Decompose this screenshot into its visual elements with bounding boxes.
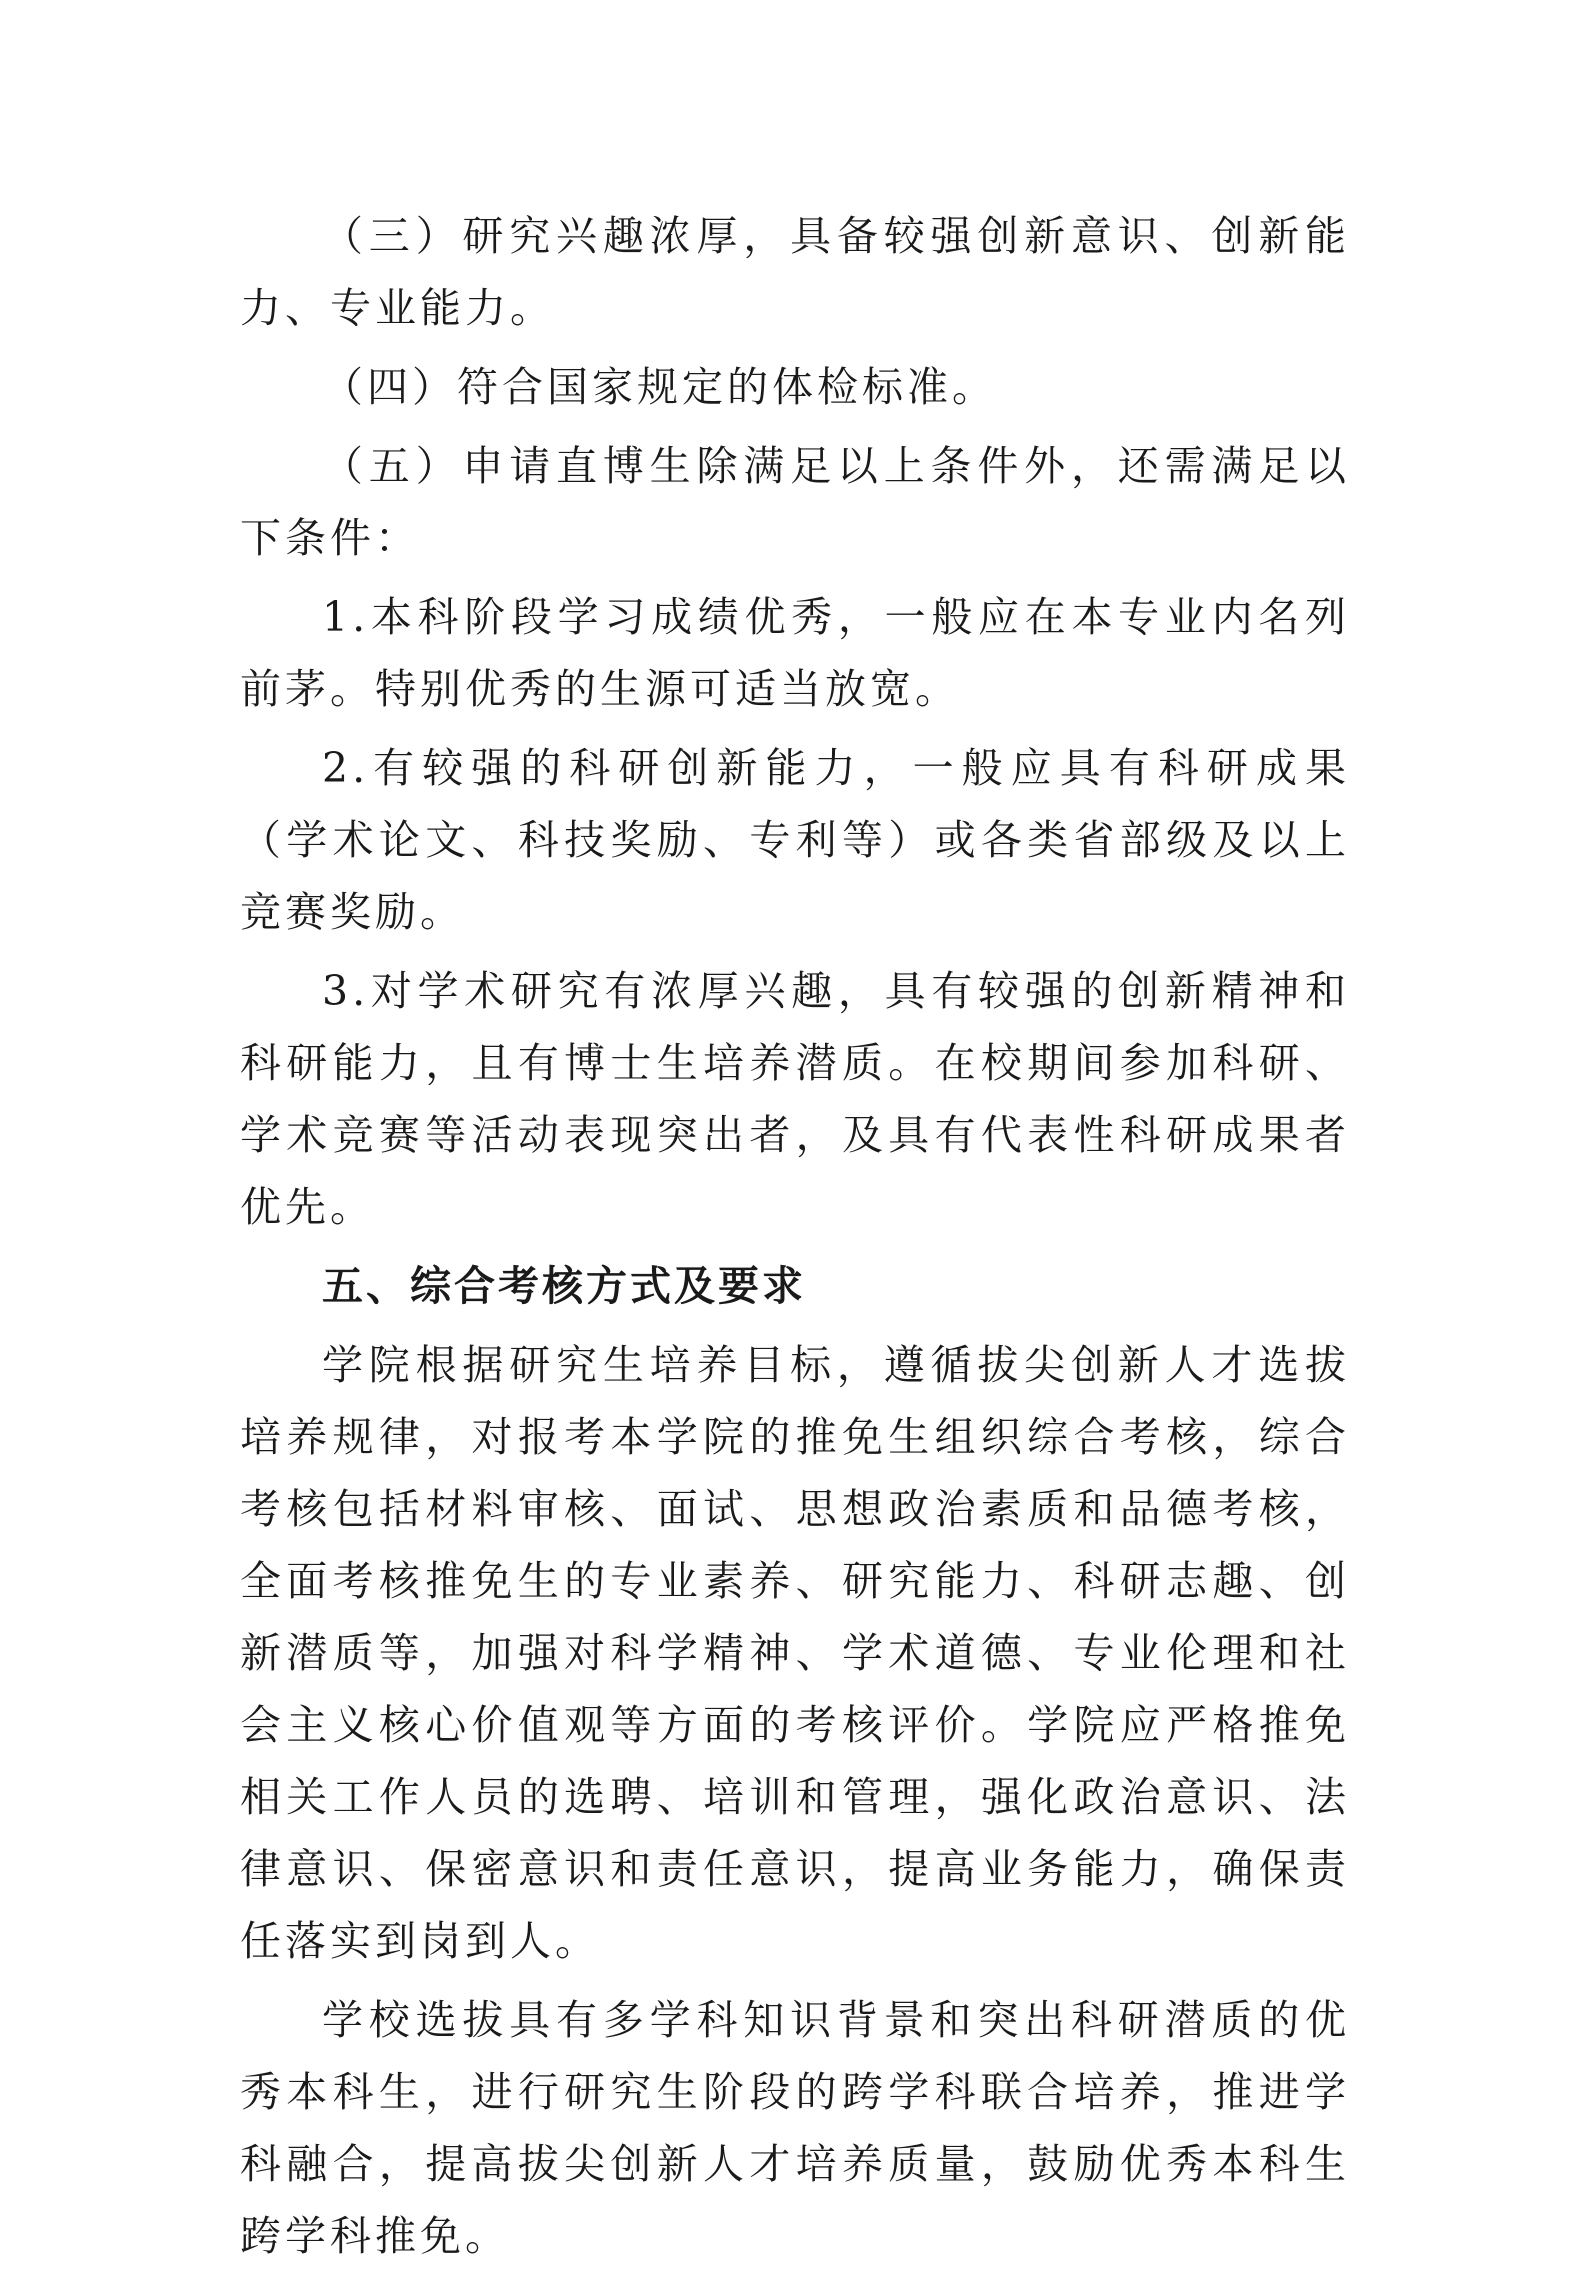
paragraph-item-2: 2.有较强的科研创新能力，一般应具有科研成果（学术论文、科技奖励、专利等）或各类省部级及以上竞赛奖励。 <box>240 744 1350 936</box>
paragraph-condition-3: （三）研究兴趣浓厚，具备较强创新意识、创新能力、专业能力。 <box>240 212 1350 332</box>
paragraph-interdisciplinary: 学校选拔具有多学科知识背景和突出科研潜质的优秀本科生，进行研究生阶段的跨学科联合培养，推进学科融合，提高拔尖创新人才培养质量，鼓励优秀本科生跨学科推免。 <box>240 1996 1350 2260</box>
document-body <box>240 200 1350 2272</box>
paragraph-assessment-method: 学院根据研究生培养目标，遵循拔尖创新人才选拔培养规律，对报考本学院的推免生组织综合考核，综合考核包括材料审核、面试、思想政治素质和品德考核，全面考核推免生的专业素养、研究能力、科研志趣、创新潜质等，加强对科学精神、学术道德、专业伦理和社会主义核心价值观等方面的考核评价。学院应严格推免相关工作人员的选聘、培训和管理，强化政治意识、法律意识、保密意识和责任意识，提高业务能力，确保责任落实到岗到人。 <box>240 1341 1350 1965</box>
paragraph-condition-5: （五）申请直博生除满足以上条件外，还需满足以下条件： <box>240 442 1350 562</box>
paragraph-condition-4: （四）符合国家规定的体检标准。 <box>322 363 997 411</box>
paragraph-item-3: 3.对学术研究有浓厚兴趣，具有较强的创新精神和科研能力，且有博士生培养潜质。在校期间参加科研、学术竞赛等活动表现突出者，及具有代表性科研成果者优先。 <box>240 967 1350 1231</box>
paragraph-item-1: 1.本科阶段学习成绩优秀，一般应在本专业内名列前茅。特别优秀的生源可适当放宽。 <box>240 593 1350 713</box>
section-heading: 五、综合考核方式及要求 <box>322 1262 806 1310</box>
